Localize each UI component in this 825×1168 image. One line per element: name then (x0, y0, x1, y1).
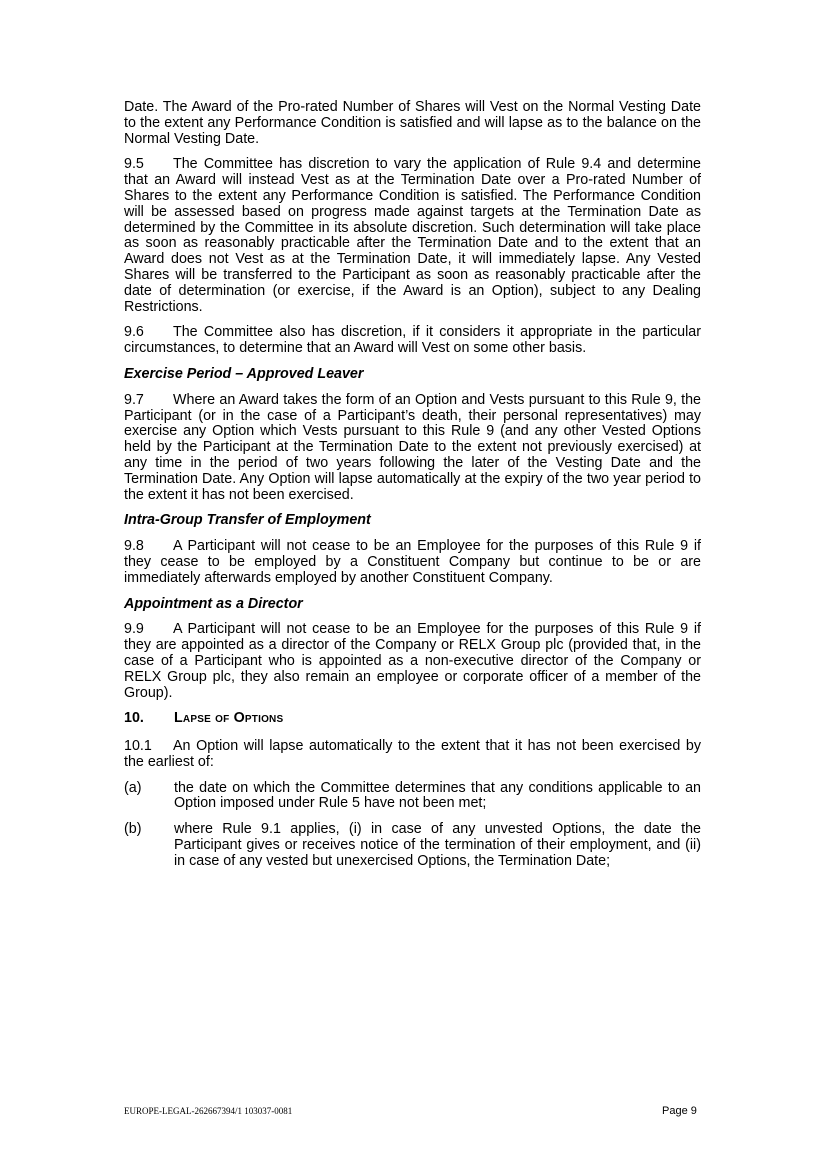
heading-intra-group-transfer: Intra-Group Transfer of Employment (124, 512, 371, 529)
paragraph-text: Date. The Award of the Pro-rated Number of Shares will Vest on the Normal Vesting Date to the extent any Performance Condition is satisfied and will lapse as to the balance on the Normal Vesting Date. (124, 99, 701, 147)
clause-number: 9.5 (124, 156, 144, 173)
heading-exercise-period: Exercise Period – Approved Leaver (124, 365, 364, 382)
paragraph-10-1 (124, 739, 701, 771)
list-item-text: the date on which the Committee determines that any conditions applicable to an Option imposed under Rule 5 have not been met; (174, 779, 701, 812)
paragraph-text: A Participant will not cease to be an Employee for the purposes of this Rule 9 if they are appointed as a director of the Company or RELX Group plc (provided that, in the case of a Participant who is appointed as a non-executive director of the Company or RELX Group plc, they also remain an employee or corporate officer of a member of the Group). (124, 621, 701, 701)
paragraph-9-9 (124, 622, 701, 701)
paragraph-text: A Participant will not cease to be an Employee for the purposes of this Rule 9 if they cease to be employed by a Constituent Company but continue to be or are immediately afterwards employed by another Constituent Company. (124, 538, 701, 586)
paragraph-text: The Committee also has discretion, if it considers it appropriate in the particular circumstances, to determine that an Award will Vest on some other basis. (124, 324, 701, 357)
paragraph-9-7 (124, 393, 701, 504)
clause-number: 9.6 (124, 324, 144, 341)
footer-document-reference: EUROPE-LEGAL-262667394/1 103037-0081 (124, 1106, 293, 1116)
list-item-text: where Rule 9.1 applies, (i) in case of any unvested Options, the date the Participant gives or receives notice of the termination of their employment, and (ii) in case of any vested but unexercised Options, the Termination Date; (174, 821, 701, 869)
list-item-label: (a) (124, 779, 142, 796)
paragraph-text: The Committee has discretion to vary the application of Rule 9.4 and determine that an Award will instead Vest as at the Termination Date over a Pro-rated Number of Shares to the extent any Performance Condition is satisfied. The Performance Condition will be assessed based on progress made against targets at the Termination Date as determined by the Committee in its absolute discretion. Such determination will take place as soon as reasonably practicable after the Termination Date and to the extent that an Award does not Vest as at the Termination Date, it will immediately lapse. Any Vested Shares will be transferred to the Participant as soon as reasonably practicable after the date of determination (or exercise, if the Award is an Option), subject to any Dealing Restrictions. (124, 156, 701, 315)
paragraph-continued (124, 100, 701, 147)
clause-number: 9.8 (124, 538, 144, 555)
clause-number: 9.9 (124, 621, 144, 638)
list-item-a (124, 781, 701, 813)
list-item-b (124, 822, 701, 869)
paragraph-9-6 (124, 325, 701, 357)
page-body (124, 100, 701, 880)
clause-number: 10.1 (124, 738, 152, 755)
paragraph-text: An Option will lapse automatically to the extent that it has not been exercised by the earliest of: (124, 738, 701, 770)
footer-page-number: Page 9 (662, 1105, 697, 1117)
paragraph-text: Where an Award takes the form of an Option and Vests pursuant to this Rule 9, the Participant (or in the case of a Participant’s death, their personal representatives) may exercise any Option which Vests pursuant to this Rule 9 (and any other Vested Options held by the Participant at the Termination Date to the extent not previously exercised) at any time in the period of two years following the later of the Vesting Date and the Termination Date. Any Option will lapse automatically at the expiry of the two year period to the extent it has not been exercised. (124, 391, 701, 503)
paragraph-9-5 (124, 157, 701, 315)
section-heading-10 (124, 711, 701, 727)
paragraph-9-8 (124, 539, 701, 586)
section-title: Lapse of Options (174, 710, 284, 727)
heading-appointment-director: Appointment as a Director (124, 595, 303, 612)
list-item-label: (b) (124, 821, 142, 838)
section-number: 10. (124, 710, 144, 727)
clause-number: 9.7 (124, 391, 144, 408)
